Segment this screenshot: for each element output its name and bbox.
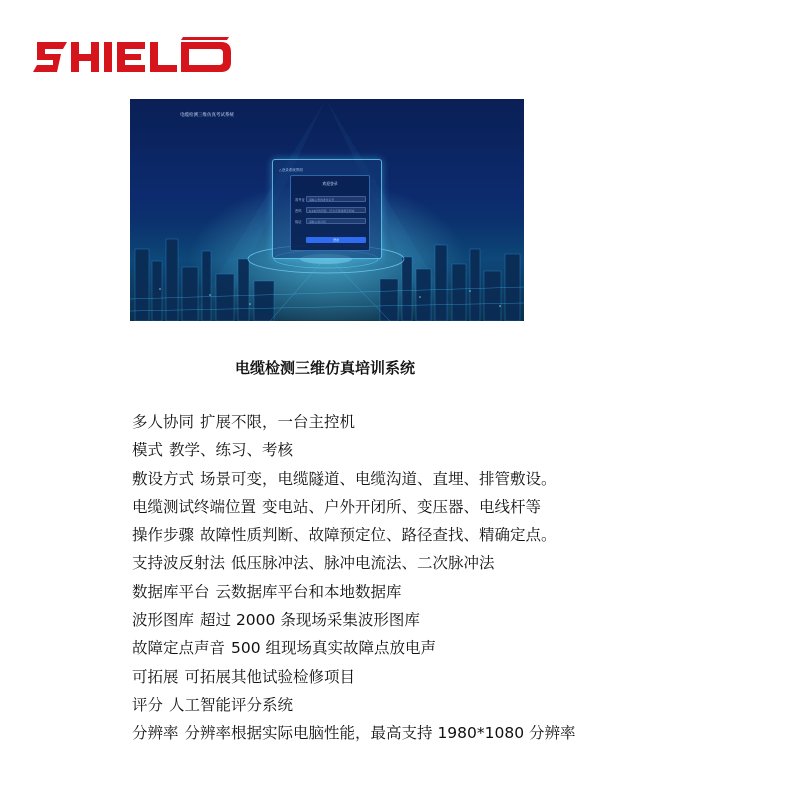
feature-name: 波形图库 (132, 611, 195, 630)
shield-logo-mark (33, 34, 237, 80)
feature-desc: 变电站、户外开闭所、变压器、电线杆等 (262, 497, 542, 516)
login-button[interactable]: 登录 (306, 237, 366, 243)
feature-item (132, 719, 576, 747)
feature-name: 故障定点声音 (132, 639, 226, 658)
password-label: 密码 (295, 209, 302, 213)
feature-desc: 分辨率根据实际电脑性能，最高支持 1980*1080 分辨率 (184, 724, 576, 743)
feature-item (132, 521, 576, 549)
feature-name: 评分 (132, 695, 164, 714)
feature-item (132, 663, 576, 691)
feature-item (132, 549, 576, 577)
feature-list (132, 408, 576, 748)
feature-desc: 低压脉冲法、脉冲电流法、二次脉冲法 (231, 554, 495, 573)
feature-name: 支持波反射法 (132, 554, 226, 573)
feature-desc: 云数据库平台和本地数据库 (215, 582, 402, 601)
feature-name: 分辨率 (132, 724, 179, 743)
feature-name: 可拓展 (132, 667, 179, 686)
feature-desc: 人工智能评分系统 (169, 695, 294, 714)
feature-desc: 超过 2000 条现场采集波形图库 (200, 611, 420, 630)
document-title: 电缆检测三维仿真培训系统 (234, 359, 415, 377)
feature-desc: 场景可变，电缆隧道、电缆沟道、直埋、排管敷设。 (200, 469, 557, 488)
feature-item (132, 436, 576, 464)
feature-desc: 教学、练习、考核 (169, 441, 294, 460)
login-heading: 欢迎登录 (322, 181, 338, 186)
feature-name: 敷设方式 (132, 469, 195, 488)
feature-item (132, 465, 576, 493)
shield-logo (33, 34, 237, 80)
window-title: 电缆检测三维仿真考试系统 (180, 113, 234, 118)
feature-item (132, 493, 576, 521)
feature-item (132, 408, 576, 436)
captcha-label: 验证 (295, 220, 302, 224)
feature-name: 模式 (132, 441, 164, 460)
exam-id-label: 准考证 (295, 198, 305, 202)
login-frame (272, 159, 382, 259)
feature-item (132, 578, 576, 606)
feature-item (132, 691, 576, 719)
feature-desc: 500 组现场真实故障点放电声 (231, 639, 437, 658)
feature-item (132, 634, 576, 662)
exam-id-input[interactable]: 请输入您的准考证号 (306, 196, 366, 202)
captcha-input[interactable]: 请输入验证码 (306, 218, 366, 224)
feature-desc: 扩展不限，一台主控机 (200, 413, 356, 431)
feature-name: 操作步骤 (132, 526, 195, 545)
feature-desc: 可拓展其他试验检修项目 (184, 667, 356, 686)
system-screenshot (130, 99, 524, 321)
login-caption: △登录系统界面 (279, 168, 303, 172)
feature-name: 数据库平台 (132, 582, 210, 601)
feature-name: 电缆测试终端位置 (132, 497, 257, 516)
feature-item (132, 606, 576, 634)
feature-desc: 故障性质判断、故障预定位、路径查找、精确定点。 (200, 526, 557, 545)
feature-name: 多人协同 (132, 413, 195, 431)
password-input[interactable]: 6-16位的密码，可为字母和数字组成 (306, 207, 366, 213)
login-card (290, 175, 370, 251)
